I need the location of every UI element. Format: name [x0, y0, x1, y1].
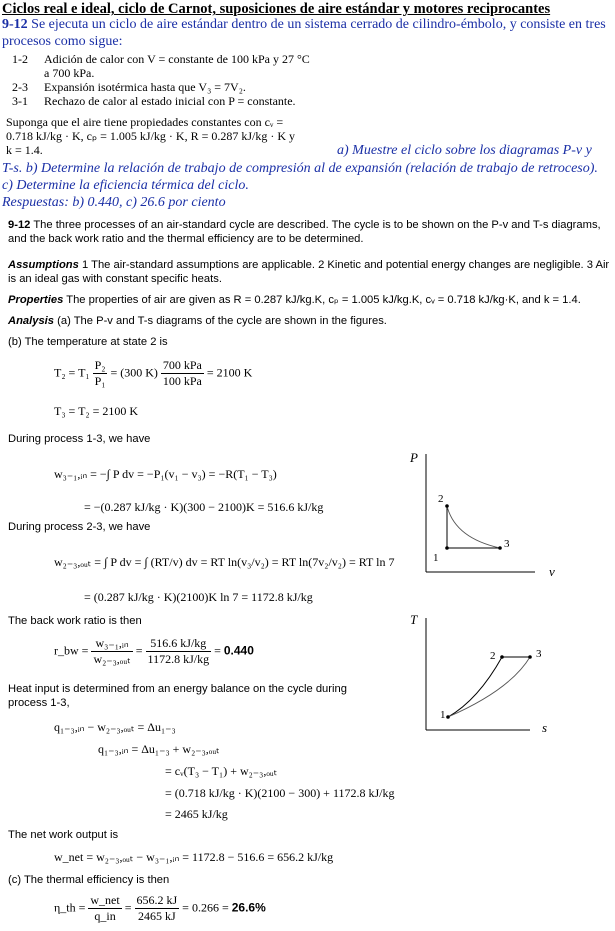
- pv-diagram: [400, 448, 580, 588]
- pv-label-2: 2: [438, 493, 444, 505]
- equation-w23-a: w₂₋₃,ₒᵤₜ = ∫ P dv = ∫ (RT/v) dv = RT ln(v₃/v₂) = RT ln(7v₂/v₂) = RT ln 7: [54, 555, 395, 569]
- ts-process-31: [448, 657, 530, 717]
- problem-text: Se ejecuta un ciclo de aire estándar dentro de un sistema cerrado de cilindro-émbolo, y consiste en tres procesos como sigue:: [2, 17, 606, 49]
- equation-w31-b: = −(0.287 kJ/kg · K)(300 − 2100)K = 516.6 kJ/kg: [84, 500, 324, 514]
- pv-point-2: [445, 504, 449, 508]
- pv-label-3: 3: [504, 538, 510, 550]
- analysis: Analysis (a) The P-v and T-s diagrams of the cycle are shown in the figures.: [8, 315, 387, 327]
- process-item: 3-1 Rechazo de calor al estado inicial con P = constante.: [12, 94, 296, 108]
- equation-t3: T₃ = T₂ = 2100 K: [54, 404, 139, 418]
- ts-diagram: [400, 610, 580, 740]
- heat-input-label: Heat input is determined from an energy balance on the cycle during process 1-3,: [8, 683, 347, 709]
- ts-point-3: [528, 655, 532, 659]
- equation-t2: T₂ = T₁ $\frac{\text{P₂}}{\text{P₁}}$ = (300 K) $\frac{\text{700 kPa}}{\text{100 kPa}}$ = 2100 K: [54, 358, 253, 388]
- part-b-label: (b) The temperature at state 2 is: [8, 336, 168, 348]
- pv-point-1: [445, 546, 449, 550]
- backwork-result: 0.440: [223, 643, 254, 658]
- ts-point-1: [446, 715, 450, 719]
- assumptions: Assumptions 1 The air-standard assumptions are applicable. 2 Kinetic and potential energy changes are negligible. 3 Air is an ideal gas with constant specific heats.: [8, 259, 610, 285]
- pv-process-23: [447, 506, 500, 548]
- ts-x-label: s: [542, 720, 548, 735]
- page-title: Ciclos real e ideal, ciclo de Carnot, suposiciones de aire estándar y motores reciprocantes: [2, 1, 551, 17]
- pv-y-label: P: [410, 450, 418, 465]
- answers: Respuestas: b) 0.440, c) 26.6 por ciento: [2, 195, 226, 210]
- equation-eta: η_th = $\frac{\text{w\_net}}{q\_in}$ = $\frac{656.2 kJ}{2465 kJ}$ = 0.266 = 26.6%: [54, 893, 266, 923]
- equation-w23-b: = (0.287 kJ/kg · K)(2100)K ln 7 = 1172.8 kJ/kg: [84, 590, 313, 604]
- equation-wnet: w_net = w₂₋₃,ₒᵤₜ − w₃₋₁,ᵢₙ = 1172.8 − 516.6 = 656.2 kJ/kg: [54, 850, 334, 864]
- question-a: a) Muestre el ciclo sobre los diagramas P-v y: [337, 143, 592, 158]
- solution-number: 9-12: [8, 219, 31, 231]
- solution-intro: 9-12 The three processes of an air-standard cycle are described. The cycle is to be shown on the P-v and T-s diagrams, and the back work ratio and the thermal efficiency are to be determined.: [8, 219, 601, 245]
- question-rest: T-s. b) Determine la relación de trabajo de compresión al de expansión (relación de trabajo de retroceso). c) Determine la eficiencia térmica del ciclo. Respuestas: b) 0.440, c) 26.6 por ciento: [2, 160, 608, 211]
- ts-label-1: 1: [440, 709, 446, 721]
- pv-x-label: v: [549, 564, 555, 579]
- part-c-label: (c) The thermal efficiency is then: [8, 874, 170, 886]
- equation-w31-a: w₃₋₁,ᵢₙ = −∫ P dv = −P₁(v₁ − v₃) = −R(T₁ − T₃): [54, 467, 277, 481]
- net-work-label: The net work output is: [8, 829, 119, 841]
- ts-process-12: [448, 657, 502, 717]
- equation-q3: = cᵥ(T₃ − T₁) + w₂₋₃,ₒᵤₜ: [165, 764, 278, 778]
- ts-point-2: [500, 655, 504, 659]
- ts-y-label: T: [410, 612, 418, 627]
- pv-label-1: 1: [433, 552, 439, 564]
- process-item: a 700 kPa.: [44, 66, 95, 80]
- during-13-label: During process 1-3, we have: [8, 433, 151, 445]
- process-list: [12, 52, 310, 108]
- pv-point-3: [498, 546, 502, 550]
- during-23-label: During process 2-3, we have: [8, 521, 151, 533]
- problem-number: 9-12: [2, 17, 28, 32]
- process-item: 1-2 Adición de calor con V = constante de 100 kPa y 27 °C: [12, 52, 310, 66]
- equation-q2: q₁₋₃,ᵢₙ = Δu₁₋₃ + w₂₋₃,ₒᵤₜ: [98, 742, 220, 756]
- ts-label-3: 3: [536, 648, 542, 660]
- suppose-text: Suponga que el aire tiene propiedades constantes con cᵥ = 0.718 kJ/kg · K, cₚ = 1.005 kJ/kg · K, R = 0.287 kJ/kg · K y k = 1.4.: [6, 115, 296, 157]
- equation-rbw: r_bw = $\frac{\text{w₃₋₁,ᵢₙ}}{\text{w₂₋₃,ₒᵤₜ}}$ = $\frac{516.6 kJ/kg}{1172.8 kJ/kg}$ = 0.440: [54, 636, 254, 666]
- equation-q1: q₁₋₃,ᵢₙ − w₂₋₃,ₒᵤₜ = Δu₁₋₃: [54, 720, 176, 734]
- problem-statement: [2, 16, 608, 50]
- process-item: 2-3 Expansión isotérmica hasta que V₃ = 7V₂.: [12, 80, 246, 94]
- equation-q4: = (0.718 kJ/kg · K)(2100 − 300) + 1172.8 kJ/kg: [165, 786, 395, 800]
- equation-q5: = 2465 kJ/kg: [165, 807, 228, 821]
- efficiency-result: 26.6%: [231, 900, 266, 915]
- ts-label-2: 2: [490, 650, 496, 662]
- backwork-label: The back work ratio is then: [8, 615, 142, 627]
- properties: Properties The properties of air are given as R = 0.287 kJ/kg.K, cₚ = 1.005 kJ/kg.K, cᵥ = 0.718 kJ/kg·K, and k = 1.4.: [8, 294, 581, 306]
